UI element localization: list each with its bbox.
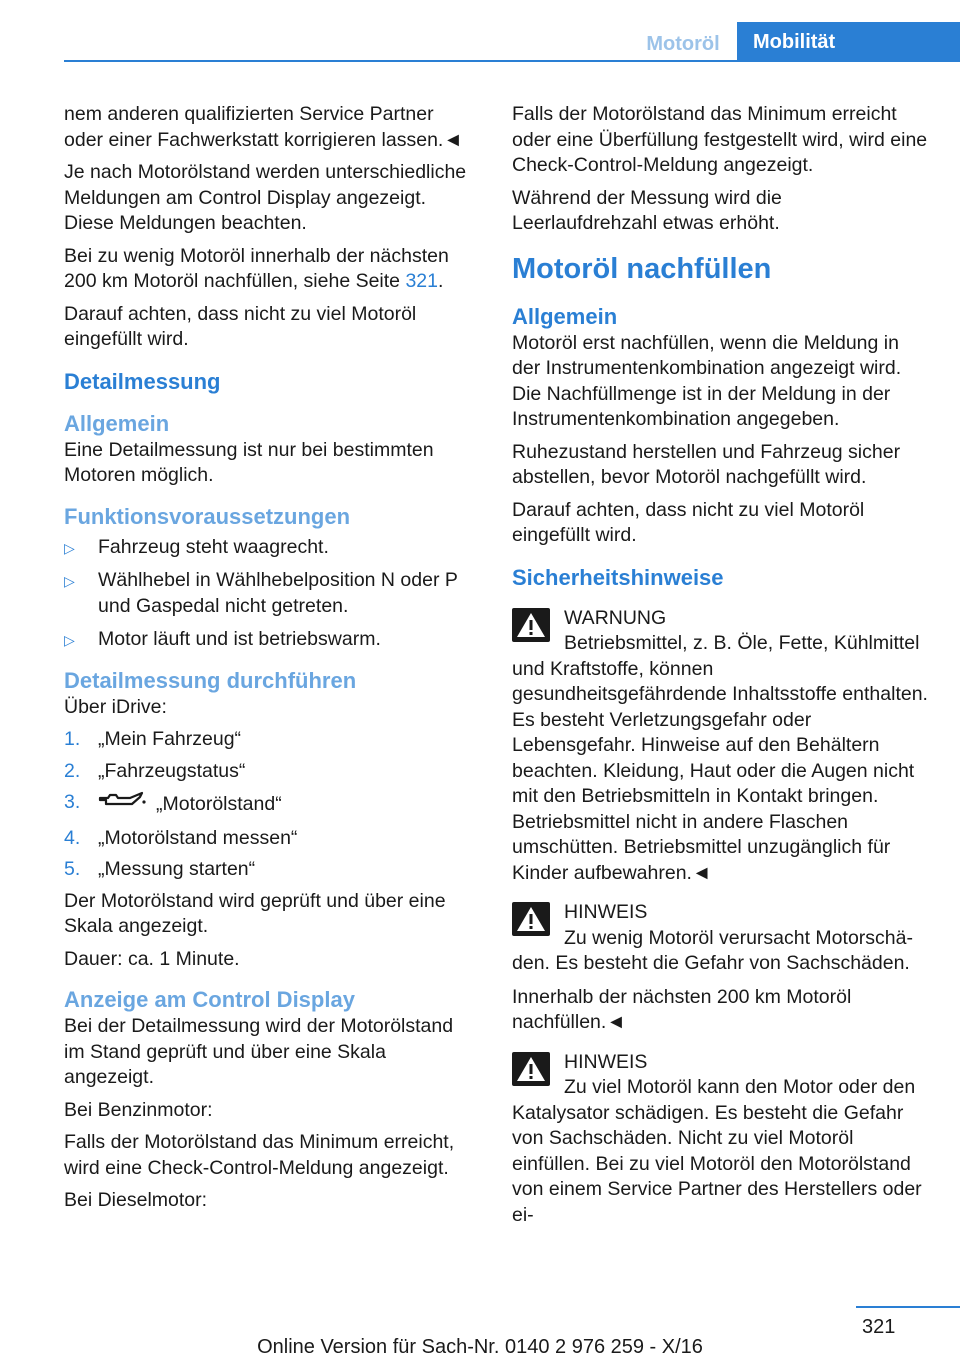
paragraph: Innerhalb der nächsten 200 km Motoröl nachfüllen.◄ (512, 985, 852, 1033)
notice-block (512, 900, 932, 977)
online-version-footer: Online Version für Sach-Nr. 0140 2 976 259 - X/16 (257, 1336, 703, 1358)
paragraph (64, 244, 474, 295)
list-item-text: Fahrzeug steht waagrecht. (98, 535, 329, 558)
step-text: „Motorölstand“ (156, 792, 282, 815)
paragraph: Bei Benzinmotor: (64, 1098, 213, 1121)
step-number: 4. (64, 826, 81, 849)
list-item-text: Wählhebel in Wählhebelposition N oder P und Gaspedal nicht getreten. (98, 569, 458, 617)
triangle-bullet-icon: ▷ (64, 632, 75, 648)
notice-text: Zu viel Motoröl kann den Motor oder den (564, 1076, 916, 1098)
triangle-bullet-icon: ▷ (64, 539, 75, 556)
notice-text: Katalysator schädigen. Es besteht die Gefahr von Sachschäden. Nicht zu viel Motoröl einfüllen. Bei zu viel Motoröl den Motorölstand von einem Service Partner des Herstellers oder ei- (512, 1101, 922, 1226)
notice-text: Zu wenig Motoröl verursacht Motorschä- (564, 926, 913, 949)
paragraph: Darauf achten, dass nicht zu viel Motoröl eingefüllt wird. (512, 498, 865, 546)
subheading-funktionsvoraussetzungen: Funktionsvoraussetzungen (64, 503, 351, 529)
warning-label: WARNUNG (564, 606, 667, 629)
warning-block (512, 606, 932, 887)
warning-triangle-icon (512, 902, 550, 936)
step-item (64, 857, 474, 883)
header-tab-mobilitaet: Mobilität (737, 22, 960, 62)
step-number: 5. (64, 858, 81, 880)
right-column (512, 102, 932, 1236)
subheading-allgemein: Allgemein (512, 303, 618, 329)
step-number: 1. (64, 728, 81, 750)
notice-label: HINWEIS (564, 901, 648, 923)
triangle-bullet-icon: ▷ (64, 573, 75, 589)
subheading-anzeige-control-display: Anzeige am Control Display (64, 987, 355, 1012)
step-item (64, 759, 474, 785)
page-link-321[interactable]: 321 (405, 270, 438, 292)
paragraph: Je nach Motorölstand werden unterschiedliche Meldungen am Control Display angezeigt. Diese Meldungen beachten. (64, 161, 467, 234)
paragraph: Über iDrive: (64, 695, 167, 718)
notice-block (512, 1050, 932, 1229)
list-item (64, 627, 474, 653)
paragraph: Bei Dieselmotor: (64, 1189, 208, 1211)
paragraph: Falls der Motorölstand das Minimum erreicht oder eine Überfüllung festgestellt wird, wird eine Check-Control-Meldung angezeigt. (512, 103, 928, 176)
header-tab-motoroel: Motoröl (646, 33, 720, 55)
paragraph: Falls der Motorölstand das Minimum erreicht, wird eine Check-Control-Meldung angezeigt. (64, 1131, 455, 1179)
step-text: „Fahrzeugstatus“ (98, 759, 246, 782)
paragraph-text: Bei zu wenig Motoröl innerhalb der nächsten 200 km Motoröl nachfüllen, siehe Seite (64, 244, 449, 292)
warning-triangle-icon (512, 1052, 550, 1086)
page-header (0, 0, 960, 64)
heading-sicherheitshinweise: Sicherheitshinweise (512, 564, 724, 590)
oil-can-icon (98, 790, 146, 820)
step-item (64, 790, 474, 820)
step-number: 2. (64, 759, 81, 782)
step-text: „Mein Fahrzeug“ (98, 728, 242, 750)
heading-detailmessung: Detailmessung (64, 368, 221, 394)
list-item-text: Motor läuft und ist betriebswarm. (98, 628, 381, 650)
notice-text: den. Es besteht die Gefahr von Sachschäden. (512, 952, 910, 974)
page-number: 321 (862, 1316, 896, 1338)
list-item (64, 535, 474, 561)
step-item (64, 826, 474, 852)
left-column (64, 102, 474, 1221)
step-number: 3. (64, 791, 81, 813)
step-text: „Motorölstand messen“ (98, 826, 298, 849)
paragraph: Ruhezustand herstellen und Fahrzeug sicher abstellen, bevor Motoröl nachgefüllt wird. (512, 440, 901, 488)
paragraph: Während der Messung wird die Leerlaufdrehzahl etwas erhöht. (512, 186, 782, 234)
paragraph: Bei der Detailmessung wird der Motorölstand im Stand geprüft und über eine Skala angezeigt. (64, 1015, 454, 1088)
idrive-steps-list (64, 727, 474, 883)
warning-text: Betriebsmittel, z. B. Öle, Fette, Kühlmittel (564, 632, 920, 654)
paragraph: Darauf achten, dass nicht zu viel Motoröl eingefüllt wird. (64, 302, 417, 350)
paragraph-text: . (438, 270, 444, 292)
list-item (64, 568, 474, 619)
paragraph: Motoröl erst nachfüllen, wenn die Meldung in der Instrumentenkombination angezeigt wird. Die Nachfüllmenge ist in der Meldung in der Instrumentenkombination angegeben. (512, 331, 902, 430)
subheading-detailmessung-durchfuehren: Detailmessung durchführen (64, 667, 357, 693)
notice-label: HINWEIS (564, 1050, 648, 1073)
paragraph: Der Motorölstand wird geprüft und über eine Skala angezeigt. (64, 889, 446, 937)
requirements-list (64, 535, 474, 653)
subheading-allgemein: Allgemein (64, 410, 170, 436)
warning-text: und Kraftstoffe, können gesundheitsgefährdende Inhaltsstoffe enthalten. Es besteht Verletzungsgefahr oder Lebensgefahr. Hinweise auf den Behältern beachten. Kleidung, Haut oder die Augen nicht mit den Betriebsmitteln in Kontakt bringen. Betriebsmittel nicht in andere Flaschen umschütten. Betriebsmittel unzugänglich für Kinder aufbewahren.◄ (512, 657, 928, 884)
paragraph: Eine Detailmessung ist nur bei bestimmten Motoren möglich. (64, 438, 434, 486)
header-rule (64, 60, 960, 62)
heading-motoroel-nachfuellen: Motoröl nachfüllen (512, 252, 772, 285)
step-text: „Messung starten“ (98, 858, 256, 880)
warning-triangle-icon (512, 608, 550, 642)
footer-rule (856, 1306, 960, 1308)
step-item (64, 727, 474, 753)
paragraph: nem anderen qualifizierten Service Partner oder einer Fachwerkstatt korrigieren lassen.◄ (64, 103, 463, 151)
paragraph: Dauer: ca. 1 Minute. (64, 947, 240, 970)
